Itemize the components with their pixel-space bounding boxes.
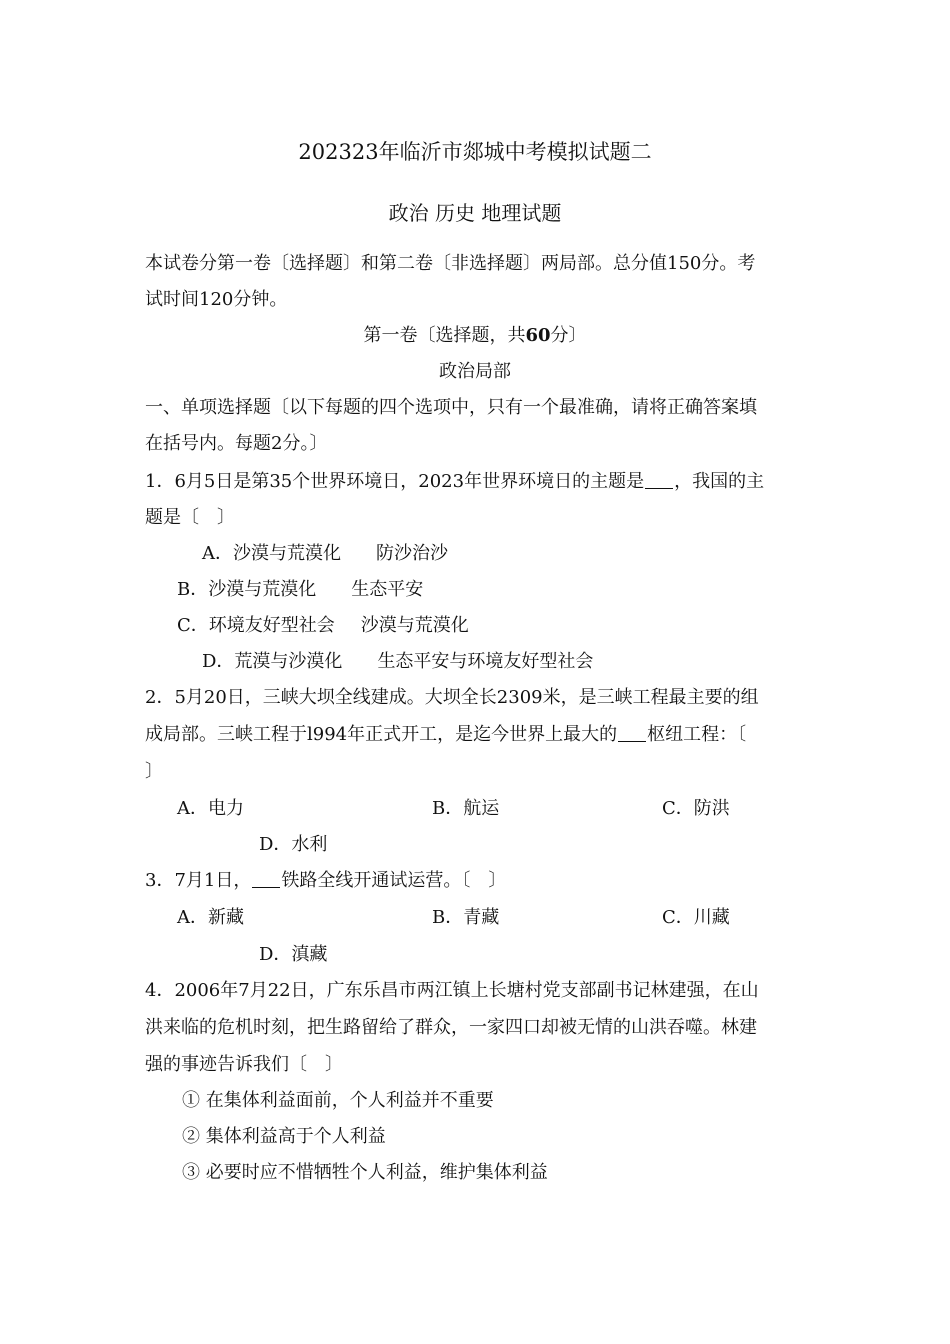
document-subtitle: 政治 历史 地理试题 bbox=[388, 201, 562, 225]
intro-line-2: 试时间120分钟。 bbox=[145, 289, 288, 310]
volume-1-title bbox=[0, 324, 950, 348]
question-3-text-pre: 3．7月1日， bbox=[145, 870, 252, 891]
question-1-text-post: ，我国的主 bbox=[674, 471, 765, 492]
answer-blank bbox=[618, 723, 646, 742]
question-2-text-post: 枢纽工程：〔 bbox=[647, 724, 747, 745]
option-text: 生态平安与环境友好型社会 bbox=[377, 651, 594, 672]
option-text: 沙漠与荒漠化 bbox=[360, 615, 469, 636]
option-text: 防沙治沙 bbox=[376, 543, 448, 564]
question-1-text-pre: 1．6月5日是第35个世界环境日，2023年世界环境日的主题是 bbox=[145, 471, 645, 492]
question-2-option-c: C．防洪 bbox=[662, 798, 730, 819]
answer-blank bbox=[645, 470, 673, 489]
question-2-line-1: 2．5月20日，三峡大坝全线建成。大坝全长2309米，是三峡工程最主要的组 bbox=[145, 687, 759, 708]
option-label: D．荒漠与沙漠化 bbox=[202, 651, 343, 672]
instructions-line-1: 一、单项选择题〔以下每题的四个选项中，只有一个最准确，请将正确答案填 bbox=[145, 397, 757, 418]
question-4-line-2: 洪来临的危机时刻，把生路留给了群众，一家四口却被无情的山洪吞噬。林建 bbox=[145, 1017, 757, 1038]
question-1-option-b bbox=[177, 578, 423, 602]
volume-1-title-pre: 第一卷〔选择题，共 bbox=[363, 325, 526, 346]
question-2-option-a: A．电力 bbox=[177, 798, 244, 819]
question-1-option-d bbox=[202, 650, 593, 674]
question-1-line-1 bbox=[145, 470, 764, 494]
question-3-text-post: 铁路全线开通试运营。〔 〕 bbox=[281, 870, 507, 891]
option-label: B．沙漠与荒漠化 bbox=[177, 579, 317, 600]
question-2-line-3: 〕 bbox=[145, 761, 163, 782]
intro-line-1: 本试卷分第一卷〔选择题〕和第二卷〔非选择题〕两局部。总分值150分。考 bbox=[145, 253, 756, 274]
option-label: A．沙漠与荒漠化 bbox=[202, 543, 341, 564]
question-3-line-1 bbox=[145, 869, 506, 893]
section-politics: 政治局部 bbox=[439, 361, 511, 382]
document-title: 202323年临沂市郯城中考模拟试题二 bbox=[298, 140, 652, 164]
option-label: C．环境友好型社会 bbox=[177, 615, 335, 636]
option-text: 生态平安 bbox=[351, 579, 424, 600]
volume-1-title-post: 分〕 bbox=[550, 325, 587, 346]
question-3-option-d: D．滇藏 bbox=[259, 944, 328, 965]
question-4-statement-3: ③ 必要时应不惜牺牲个人利益，维护集体利益 bbox=[182, 1162, 548, 1183]
question-3-option-a: A．新藏 bbox=[177, 907, 244, 928]
question-3-option-b: B．青藏 bbox=[432, 907, 500, 928]
question-1-option-c bbox=[177, 614, 469, 638]
question-4-line-1: 4．2006年7月22日，广东乐昌市两江镇上长塘村党支部副书记林建强，在山 bbox=[145, 980, 759, 1001]
question-2-line-2 bbox=[145, 723, 746, 747]
question-2-text-pre: 成局部。三峡工程于l994年正式开工，是迄今世界上最大的 bbox=[145, 724, 618, 745]
question-1-option-a bbox=[202, 542, 448, 566]
question-1-line-2: 题是〔 〕 bbox=[145, 507, 235, 528]
question-4-statement-2: ② 集体利益高于个人利益 bbox=[182, 1126, 386, 1147]
answer-blank bbox=[252, 869, 280, 888]
question-2-option-b: B．航运 bbox=[432, 798, 500, 819]
question-4-line-3: 强的事迹告诉我们〔 〕 bbox=[145, 1054, 343, 1075]
instructions-line-2: 在括号内。每题2分。〕 bbox=[145, 433, 328, 454]
volume-1-score: 60 bbox=[525, 325, 551, 346]
question-4-statement-1: ① 在集体利益面前，个人利益并不重要 bbox=[182, 1090, 494, 1111]
question-2-option-d: D．水利 bbox=[259, 834, 328, 855]
question-3-option-c: C．川藏 bbox=[662, 907, 730, 928]
